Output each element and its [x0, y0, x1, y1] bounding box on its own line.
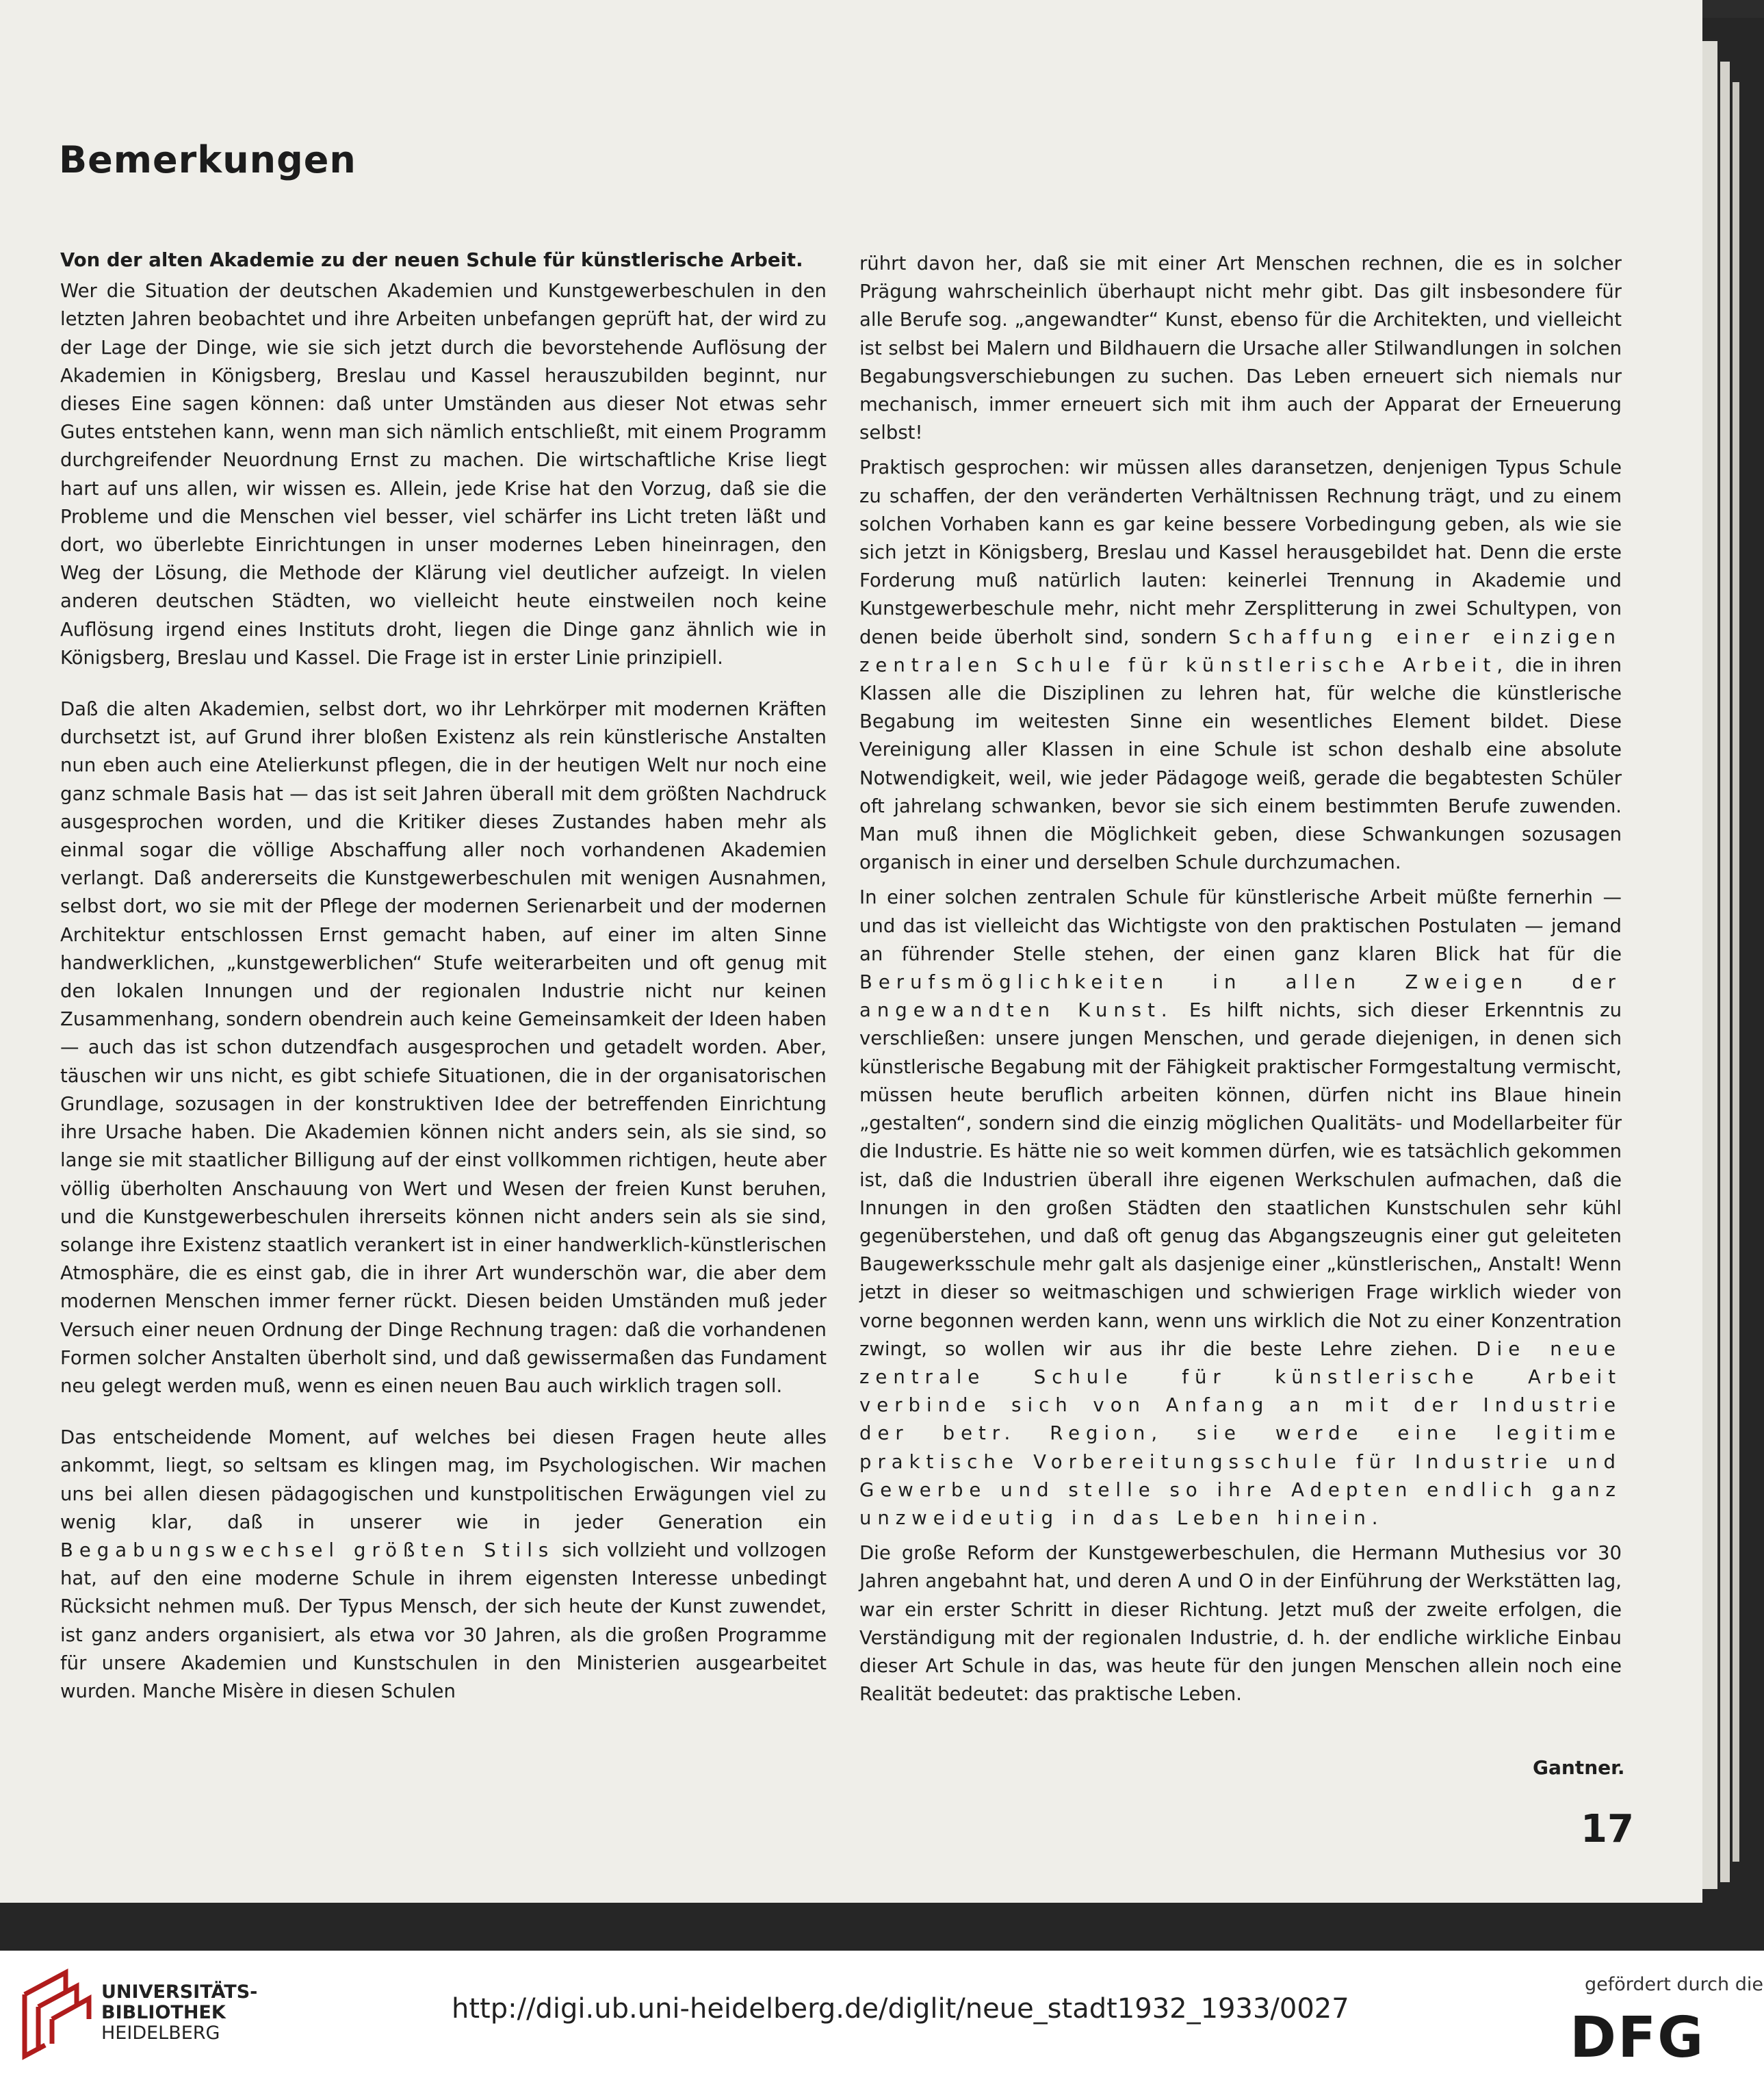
paragraph [859, 884, 1622, 1532]
article-title: Von der alten Akademie zu der neuen Schule für künstlerische Arbeit. [60, 249, 803, 271]
paragraph [859, 454, 1622, 877]
text-run: Praktisch gesprochen: wir müssen alles daransetzen, denjenigen Typus Schule zu schaffen, der den veränderten Verhältnissen Rechnung trägt, und zu einem solchen Vorhaben kann es gar keine bessere Vorbedingung geben, als wie sie sich jetzt in Königsberg, Breslau und Kassel herausgebildet hat. Denn die erste Forderung muß natürlich lauten: keinerlei Trennung in Akademie und Kunstgewerbeschule mehr, nicht mehr Zersplitterung in zwei Schultypen, von denen beide überholt sind, sondern [859, 457, 1622, 648]
spaced-emphasis: Die neue zentrale Schule für künstlerische Arbeit verbinde sich von Anfang an mit der Industrie der betr. Region, sie werde eine legitime praktische Vorbereitungsschule für Industrie und Gewerbe und stelle so ihre Adepten endlich ganz unzweideutig in das Leben hinein. [859, 1337, 1622, 1529]
paragraph: Wer die Situation der deutschen Akademien und Kunstgewerbeschulen in den letzten Jahren beobachtet und ihre Arbeiten unbefangen geprüft hat, der wird zu der Lage der Dinge, wie sie sich jetzt durch die bevorstehende Auflösung der Akademien in Königsberg, Breslau und Kassel herauszubilden beginnt, nur dieses Eine sagen können: daß unter Umständen aus dieser Not etwas sehr Gutes entstehen kann, wenn man sich nämlich entschließt, mit einem Programm durchgreifender Neuordnung Ernst zu machen. Die wirtschaftliche Krise liegt hart auf uns allen, wir wissen es. Allein, jede Krise hat den Vorzug, daß sie die Probleme und die Menschen viel besser, viel schärfer ins Licht treten läßt und dort, wo überlebte Einrichtungen in unser modernes Leben hineinragen, den Weg der Lösung, die Methode der Klärung viel deutlicher aufzeigt. In vielen anderen deutschen Städten, wo vielleicht heute einstweilen noch keine Auflösung irgend eines Instituts droht, liegen die Dinge ganz ähnlich wie in Königsberg, Breslau und Kassel. Die Frage ist in erster Linie prinzipiell. [60, 280, 827, 669]
dfg-logo[interactable]: DFG [1570, 2005, 1705, 2070]
text-run: Es hilft nichts, sich dieser Erkenntnis zu verschließen: unsere jungen Menschen, und gerade diejenigen, in denen sich künstlerische Begabung mit der Fähigkeit praktischer Formgestaltung vermischt, müssen heute beruflich arbeiten können, dürfen nicht ins Blaue hinein „gestalten“, sondern sind die einzig möglichen Qualitäts- und Modellarbeiter für die Industrie. Es hätte nie so weit kommen dürfen, wie es tatsächlich gekommen ist, daß die Industrien überall ihre eigenen Werkschulen aufmachen, daß die Innungen in den großen Städten den staatlichen Kunstschulen sehr kühl gegenüberstehen, und daß oft genug das Abgangszeugnis einer gut geleiteten Baugewerksschule mehr galt als dasjenige einer „künstlerischen„ Anstalt! Wenn jetzt in dieser so weitmaschigen und schwierigen Frage wirklich wieder von vorne begonnen werden kann, wenn uns wirklich die Not zu einer Konzentration zwingt, so wollen wir aus ihr die beste Lehre ziehen. [859, 999, 1622, 1360]
library-name[interactable] [101, 1982, 257, 2044]
spaced-emphasis: Begabungswechsel größten Stils [60, 1539, 555, 1561]
spaced-emphasis: Schaffung einer einzigen zentralen Schule für künstlerische Arbeit, [859, 626, 1622, 676]
text-run: sich vollzieht und vollzogen hat, auf den eine moderne Schule in ihrem eigensten Interesse unbedingt Rücksicht nehmen muß. Der Typus Mensch, der sich heute der Kunst zuwendet, ist ganz anders organisiert, als etwa vor 30 Jahren, als die großen Programme für unsere Akademien und Kunstschulen in den Ministerien ausgearbeitet wurden. Manche Misère in diesen Schulen [60, 1539, 827, 1702]
right-column [859, 250, 1622, 1715]
sponsor-caption: gefördert durch die [1585, 1974, 1763, 1995]
page-edge [1720, 62, 1730, 1882]
page-edge [1733, 82, 1739, 1862]
left-column [60, 246, 827, 1729]
page-number: 17 [1581, 1807, 1634, 1851]
university-library-logo-icon[interactable] [18, 1967, 99, 2063]
permalink-url[interactable]: http://digi.ub.uni-heidelberg.de/diglit/neue_stadt1932_1933/0027 [452, 1993, 1349, 2025]
paragraph: Die große Reform der Kunstgewerbeschulen, die Hermann Muthesius vor 30 Jahren angebahnt hat, und deren A und O in der Einführung der Werkstätten lag, war ein erster Schritt in dieser Richtung. Jetzt muß der zweite erfolgen, die Verständigung mit der regionalen Industrie, d. h. der endliche wirkliche Einbau dieser Art Schule in das, was heute für den jungen Menschen allein noch eine Realität bedeutet: das praktische Leben. [859, 1542, 1622, 1706]
paragraph: Daß die alten Akademien, selbst dort, wo ihr Lehrkörper mit modernen Kräften durchsetzt ist, auf Grund ihrer bloßen Existenz als rein künstlerische Anstalten nun eben auch eine Atelierkunst pflegen, die in der heutigen Welt nur noch eine ganz schmale Basis hat — das ist seit Jahren überall mit dem größten Nachdruck ausgesprochen worden, und die Kritiker dieses Zustandes haben mehr als einmal sogar die völlige Abschaffung aller noch vorhandenen Akademien verlangt. Daß andererseits die Kunstgewerbeschulen mit wenigen Ausnahmen, selbst dort, wo sie mit der Pflege der modernen Serienarbeit und der modernen Architektur entschlossen Ernst gemacht haben, auf einer im alten Sinne handwerklichen, „kunstgewerblichen“ Stufe weiterarbeiten und oft genug mit den lokalen Innungen und der regionalen Industrie nicht nur keinen Zusammenhang, sondern obendrein auch keine Gemeinsamkeit der Ideen haben — auch das ist schon dutzendfach ausgesprochen und getadelt worden. Aber, täuschen wir uns nicht, es gibt schiefe Situationen, die in der organisatorischen Grundlage, sozusagen in der konstruktiven Idee der betreffenden Einrichtung ihre Ursache haben. Die Akademien können nicht anders sein, als sie sind, so lange sie mit staatlicher Billigung auf der einst vollkommen richtigen, heute aber völlig überholten Anschauung von Wert und Wesen der freien Kunst beruhen, und die Kunstgewerbeschulen ihrerseits können nicht anders sein als sie sind, solange ihre Existenz staatlich verankert ist in einer handwerklich-künstlerischen Atmosphäre, die es einst gab, die in ihrer Art wunderschön war, die aber dem modernen Menschen immer ferner rückt. Diesen beiden Umständen muß jeder Versuch einer neuen Ordnung der Dinge Rechnung tragen: daß die vorhandenen Formen solcher Anstalten überholt sind, und daß gewissermaßen das Fundament neu gelegt werden muß, wenn es einen neuen Bau auch wirklich tragen soll. [60, 698, 827, 1397]
text-run: In einer solchen zentralen Schule für künstlerische Arbeit müßte fernerhin — und das ist vielleicht das Wichtigste von den praktischen Postulaten — jemand an führender Stelle stehen, der einen ganz klaren Blick hat für die [859, 886, 1622, 965]
spaced-emphasis: Berufsmöglichkeiten in allen Zweigen der angewandten Kunst. [859, 971, 1622, 1022]
paragraph: rührt davon her, daß sie mit einer Art Menschen rechnen, die es in solcher Prägung wahrscheinlich überhaupt nicht mehr gibt. Das gilt insbesondere für alle Berufe sog. „angewandter“ Kunst, ebenso für die Architekten, und vielleicht ist selbst bei Malern und Bildhauern die Ursache aller Stilwandlungen in solchen Begabungsverschiebungen zu suchen. Das Leben erneuert sich niemals nur mechanisch, immer erneuert sich mit ihm auch der Apparat der Erneuerung selbst! [859, 253, 1622, 444]
section-heading: Bemerkungen [59, 138, 356, 181]
page-edge [1702, 41, 1717, 1889]
author-signature: Gantner. [1533, 1756, 1625, 1779]
text-run: Das entscheidende Moment, auf welches bei diesen Fragen heute alles ankommt, liegt, so seltsam es klingen mag, im Psychologischen. Wir machen uns bei allen diesen pädagogischen und kunstpolitischen Erwägungen viel zu wenig klar, daß in unserer wie in jeder Generation ein [60, 1426, 827, 1533]
footer-bar [0, 1951, 1764, 2080]
library-name-line: UNIVERSITÄTS- [101, 1981, 258, 2003]
paragraph [60, 1424, 827, 1706]
text-run: die in ihren Klassen alle die Disziplinen zu lehren hat, für welche die künstlerische Begabung im weitesten Sinne ein wesentliches Element bildet. Diese Vereinigung aller Klassen in eine Schule ist schon deshalb eine absolute Notwendigkeit, weil, wie jeder Pädagoge weiß, gerade die begabtesten Schüler oft jahrelang schwanken, bevor sie sich einem bestimmten Berufe zuwenden. Man muß ihnen die Möglichkeit geben, diese Schwankungen sozusagen organisch in einer und derselben Schule durchzumachen. [859, 654, 1622, 874]
library-name-line: BIBLIOTHEK [101, 2002, 226, 2023]
library-name-line: HEIDELBERG [101, 2023, 220, 2044]
